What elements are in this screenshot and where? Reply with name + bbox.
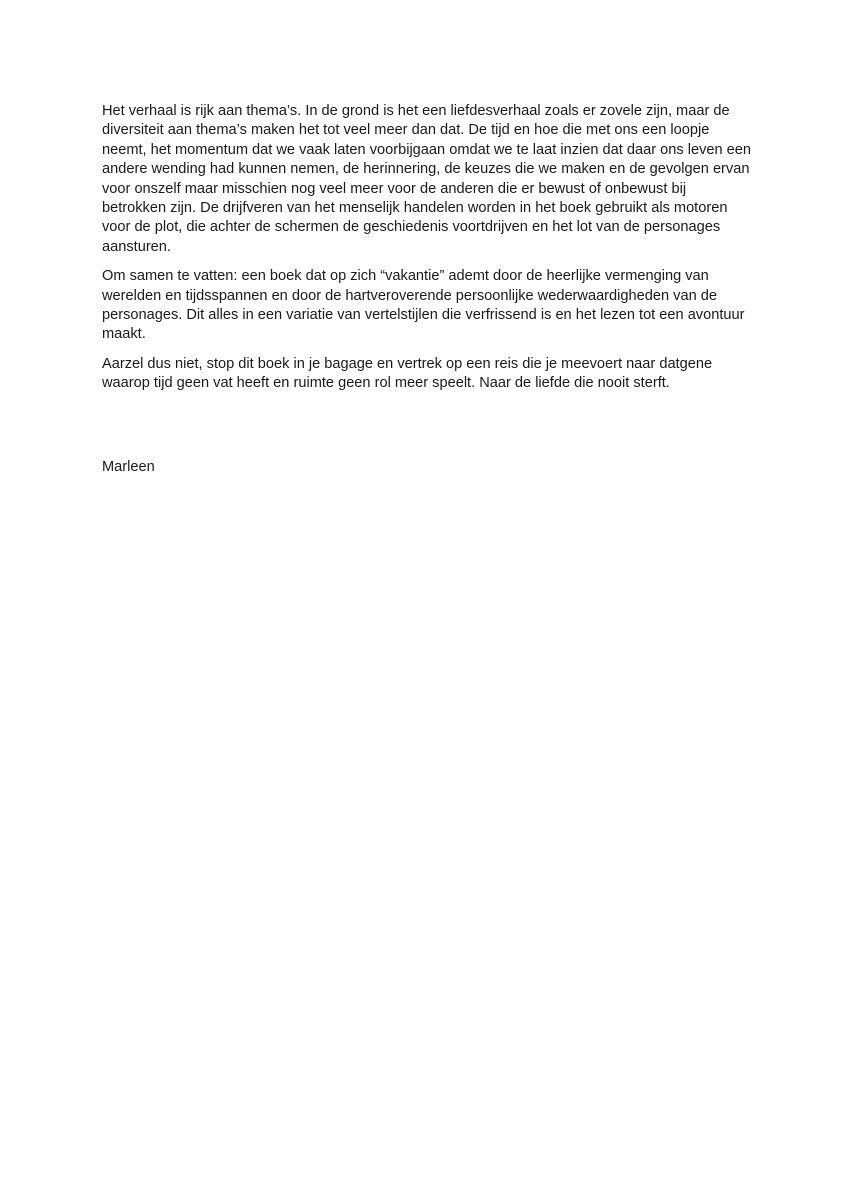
paragraph-summary: Om samen te vatten: een boek dat op zich “vakantie” ademt door de heerlijke vermenging van werelden en tijdsspannen en door de hartveroverende persoonlijke wederwaardigheden van de personages. Dit alles in een variatie van vertelstijlen die verfrissend is en het lezen tot een avontuur maakt. <box>102 268 745 343</box>
signature: Marleen <box>102 459 155 475</box>
document-body <box>102 102 752 404</box>
paragraph-themes: Het verhaal is rijk aan thema’s. In de grond is het een liefdesverhaal zoals er zovele zijn, maar de diversiteit aan thema’s maken het tot veel meer dan dat. De tijd en hoe die met ons een loopje neemt, het momentum dat we vaak laten voorbijgaan omdat we te laat inzien dat daar ons leven een andere wending had kunnen nemen, de herinnering, de keuzes die we maken en de gevolgen ervan voor onszelf maar misschien nog veel meer voor de anderen die er bewust of onbewust bij betrokken zijn. De drijfveren van het menselijk handelen worden in het boek gebruikt als motoren voor de plot, die achter de schermen de geschiedenis voortdrijven en het lot van de personages aansturen. <box>102 103 752 255</box>
paragraph-recommendation: Aarzel dus niet, stop dit boek in je bagage en vertrek op een reis die je meevoert naar datgene waarop tijd geen vat heeft en ruimte geen rol meer speelt. Naar de liefde die nooit sterft. <box>102 355 713 392</box>
